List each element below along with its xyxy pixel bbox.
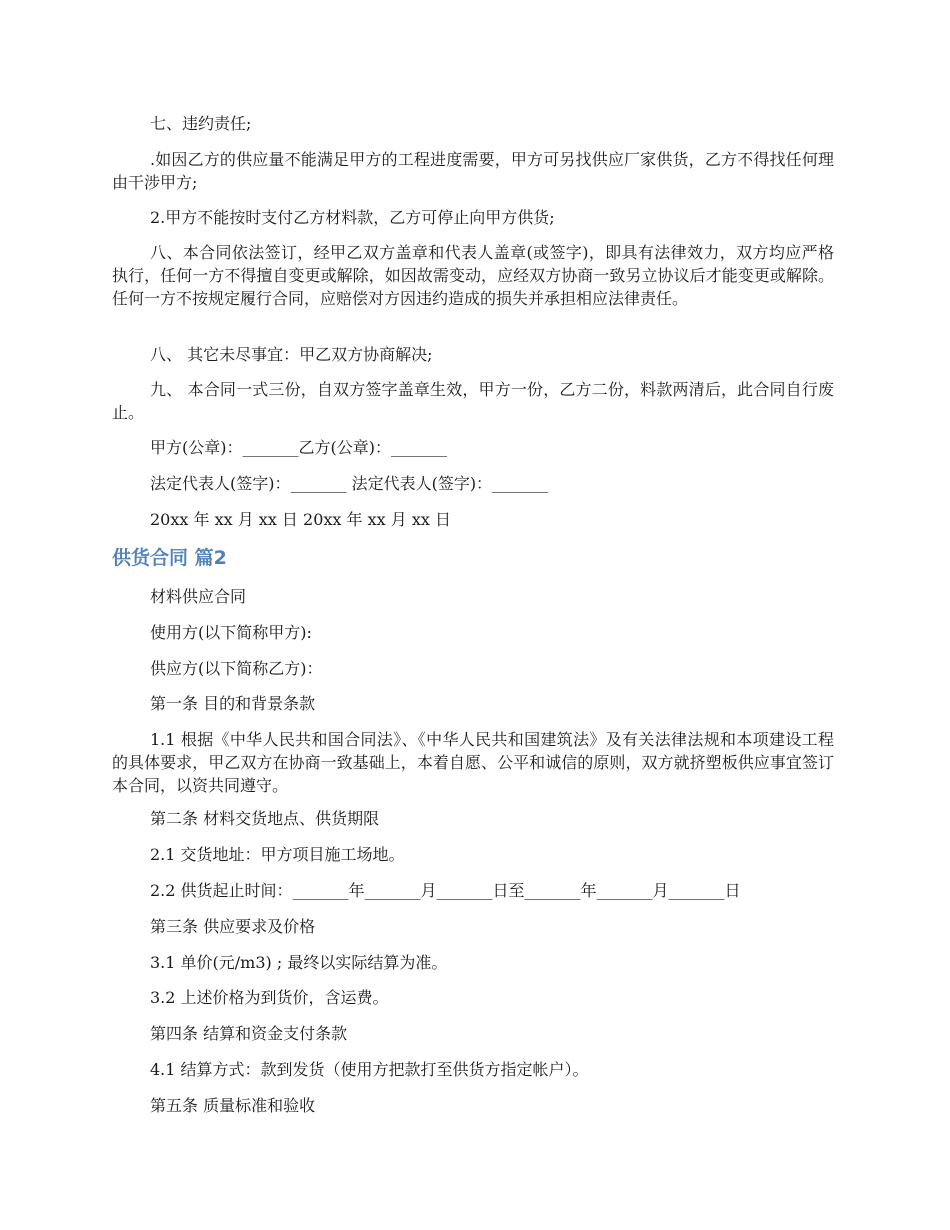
paragraph-2-1: 2.1 交货地址：甲方项目施工场地。 [150, 845, 405, 864]
paragraph-contract-title: 材料供应合同 [150, 587, 247, 606]
paragraph-1-1: 1.1 根据《中华人民共和国合同法》、《中华人民共和国建筑法》及有关法律法规和本项建设工程的具体要求，甲乙双方在协商一致基础上，本着自愿、公平和诚信的原则，双方就挤塑板供应事宜签订本合同，以资共同遵守。 [112, 730, 834, 795]
paragraph-3-1: 3.1 单价(元/m3) ; 最终以实际结算为准。 [150, 953, 448, 972]
signature-date-line: 20xx 年 xx 月 xx 日 20xx 年 xx 月 xx 日 [150, 510, 451, 529]
paragraph-3-2: 3.2 上述价格为到货价，含运费。 [150, 988, 389, 1007]
paragraph-4-1: 4.1 结算方式：款到发货（使用方把款打至供货方指定帐户）。 [150, 1060, 589, 1079]
paragraph-legal-effect: 八、本合同依法签订，经甲乙双方盖章和代表人盖章(或签字)，即具有法律效力，双方均应严格执行，任何一方不得擅自变更或解除，如因故需变动，应经双方协商一致另立协议后才能变更或解除。任何一方不按规定履行合同，应赔偿对方因违约造成的损失并承担相应法律责任。 [112, 243, 834, 308]
paragraph-party-a: 使用方(以下简称甲方): [150, 623, 312, 642]
article-1-heading: 第一条 目的和背景条款 [150, 694, 316, 713]
paragraph-other-matters: 八、 其它未尽事宜：甲乙双方协商解决; [150, 345, 433, 364]
paragraph-copies: 九、 本合同一式三份，自双方签字盖章生效，甲方一份，乙方二份，料款两清后，此合同自行废止。 [112, 380, 834, 422]
signature-seal-line: 甲方(公章)：_______乙方(公章)：_______ [150, 438, 447, 457]
paragraph-breach-payment: 2.甲方不能按时支付乙方材料款，乙方可停止向甲方供货; [150, 208, 555, 227]
article-5-heading: 第五条 质量标准和验收 [150, 1096, 316, 1115]
article-3-heading: 第三条 供应要求及价格 [150, 917, 316, 936]
article-4-heading: 第四条 结算和资金支付条款 [150, 1024, 348, 1043]
paragraph-breach-title: 七、违约责任; [150, 114, 252, 133]
paragraph-party-b: 供应方(以下简称乙方)： [150, 659, 323, 678]
signature-representative-line: 法定代表人(签字)：_______ 法定代表人(签字)：_______ [150, 474, 549, 493]
paragraph-breach-supply: .如因乙方的供应量不能满足甲方的工程进度需要，甲方可另找供应厂家供货，乙方不得找任何理由干涉甲方; [112, 150, 834, 192]
paragraph-2-2: 2.2 供货起止时间：_______年_______月_______日至_______年_______月_______日 [150, 881, 741, 900]
section-heading: 供货合同 篇2 [112, 547, 227, 569]
article-2-heading: 第二条 材料交货地点、供货期限 [150, 809, 380, 828]
